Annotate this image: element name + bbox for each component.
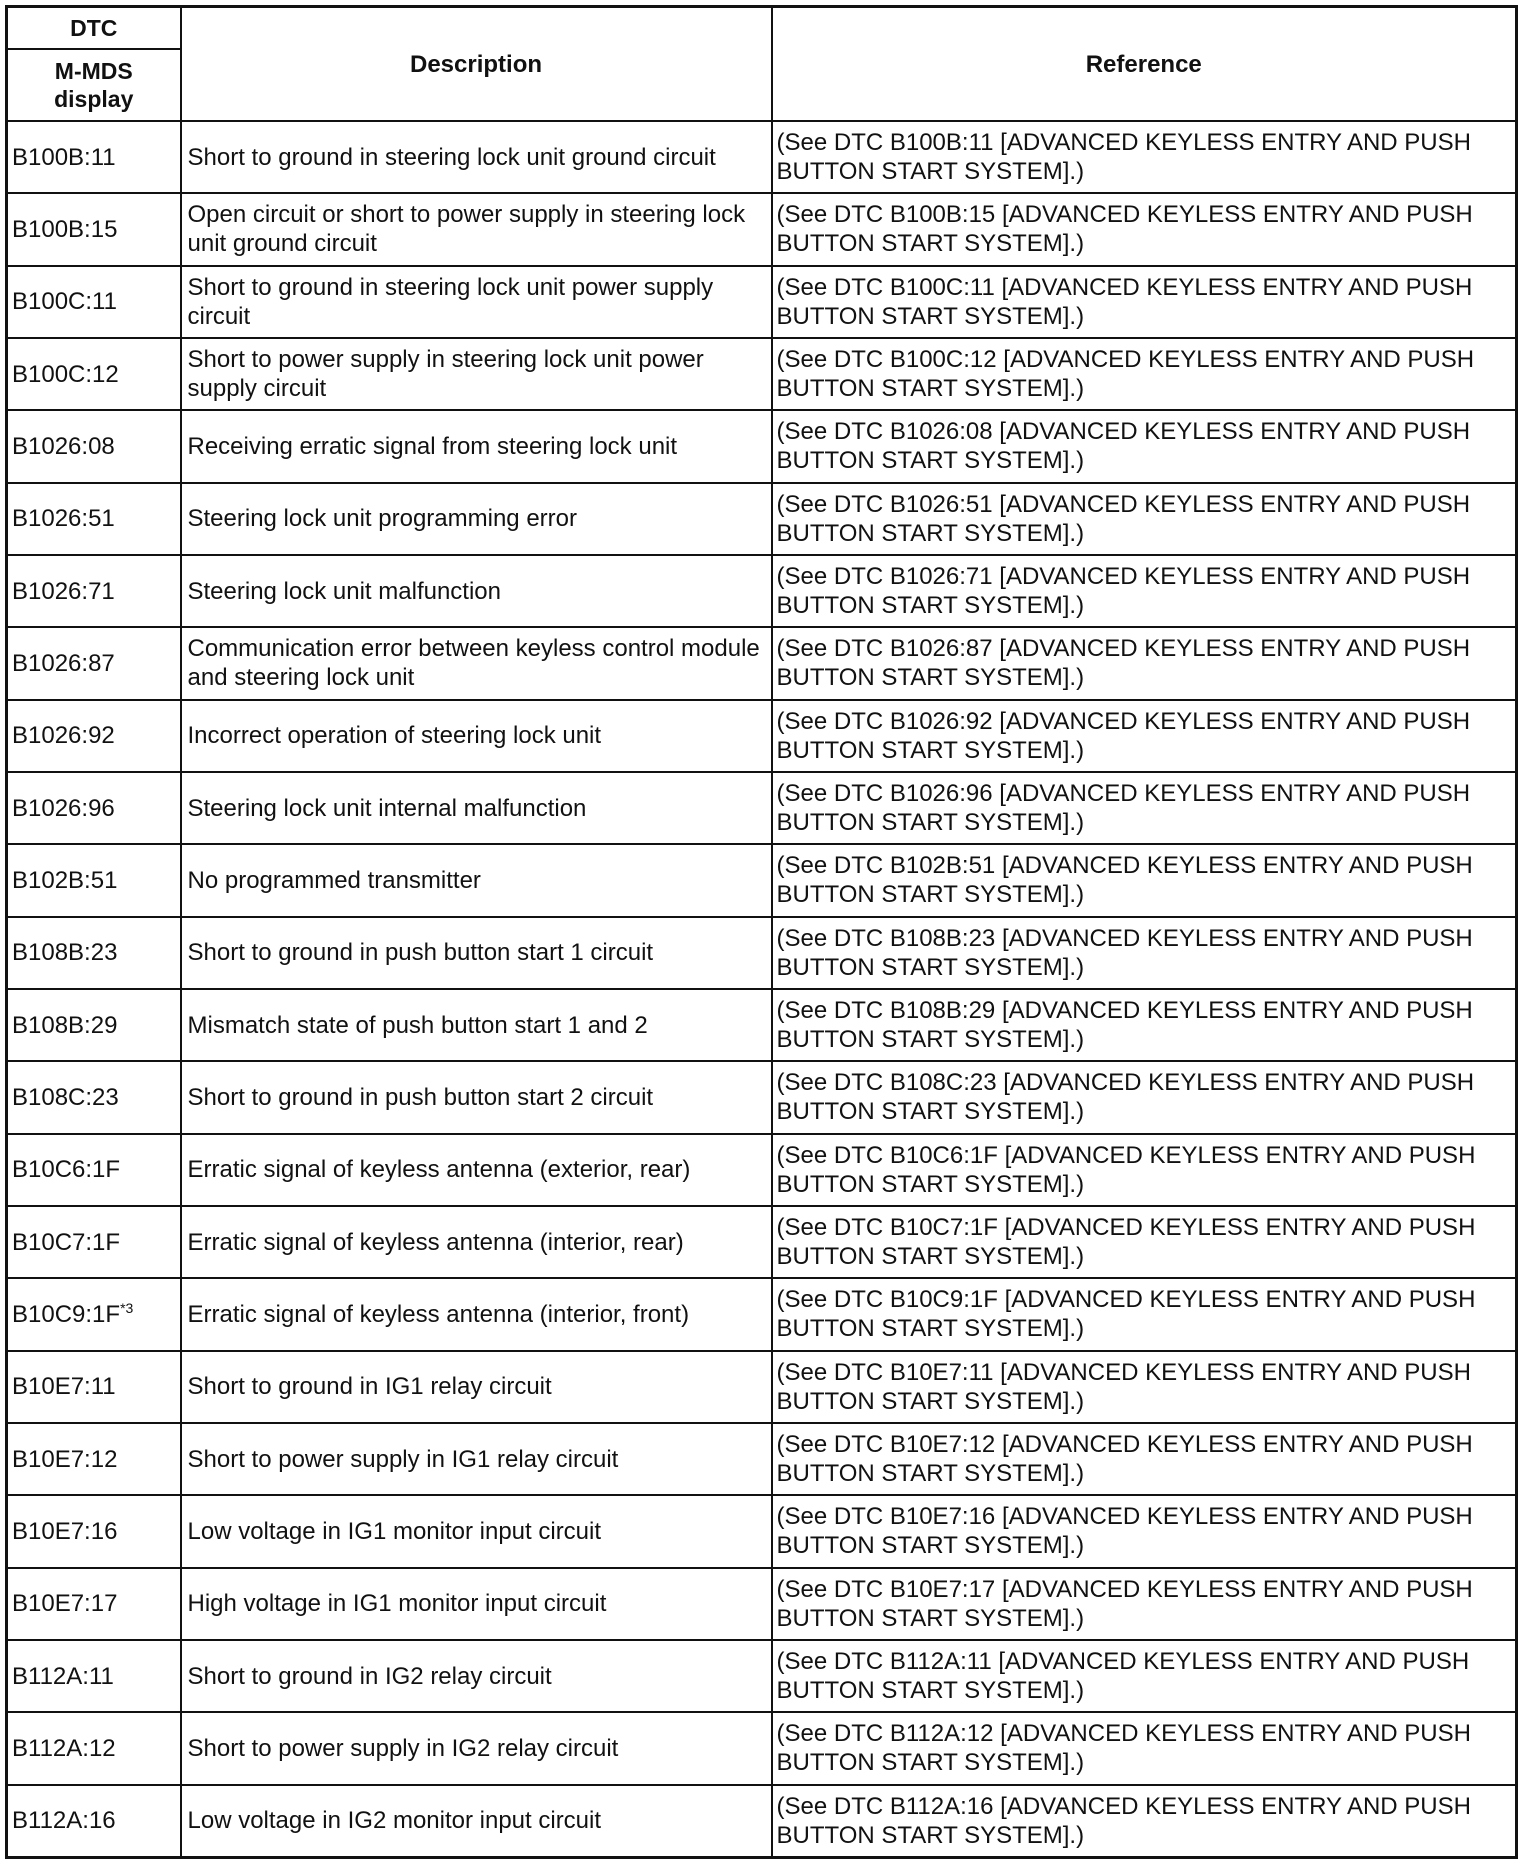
description-cell: Low voltage in IG1 monitor input circuit [181, 1495, 772, 1567]
description-cell: Low voltage in IG2 monitor input circuit [181, 1785, 772, 1858]
dtc-code: B112A:11 [12, 1662, 114, 1690]
table-row [7, 772, 1517, 844]
table-row [7, 1495, 1517, 1567]
table-row [7, 193, 1517, 265]
table-row [7, 1640, 1517, 1712]
dtc-code-cell [7, 1278, 181, 1350]
dtc-code-cell [7, 627, 181, 699]
table-row [7, 121, 1517, 193]
header-description: Description [181, 7, 772, 122]
table-row [7, 844, 1517, 916]
dtc-code: B108C:23 [12, 1083, 119, 1111]
dtc-code-cell [7, 1134, 181, 1206]
dtc-code-cell [7, 700, 181, 772]
reference-cell: (See DTC B100C:12 [ADVANCED KEYLESS ENTRY AND PUSH BUTTON START SYSTEM].) [772, 338, 1517, 410]
table-row [7, 483, 1517, 555]
dtc-code: B10E7:17 [12, 1590, 118, 1618]
reference-cell: (See DTC B10C9:1F [ADVANCED KEYLESS ENTRY AND PUSH BUTTON START SYSTEM].) [772, 1278, 1517, 1350]
dtc-code: B102B:51 [12, 866, 118, 894]
dtc-code: B10C7:1F [12, 1228, 121, 1256]
reference-cell: (See DTC B1026:92 [ADVANCED KEYLESS ENTRY AND PUSH BUTTON START SYSTEM].) [772, 700, 1517, 772]
reference-cell: (See DTC B10E7:16 [ADVANCED KEYLESS ENTRY AND PUSH BUTTON START SYSTEM].) [772, 1495, 1517, 1567]
reference-cell: (See DTC B1026:08 [ADVANCED KEYLESS ENTRY AND PUSH BUTTON START SYSTEM].) [772, 410, 1517, 482]
table-row [7, 1278, 1517, 1350]
dtc-code-cell [7, 772, 181, 844]
dtc-code-cell [7, 844, 181, 916]
reference-cell: (See DTC B112A:12 [ADVANCED KEYLESS ENTRY AND PUSH BUTTON START SYSTEM].) [772, 1712, 1517, 1784]
table-row [7, 989, 1517, 1061]
description-cell: Short to ground in IG1 relay circuit [181, 1351, 772, 1423]
dtc-code-cell [7, 1423, 181, 1495]
reference-cell: (See DTC B10E7:11 [ADVANCED KEYLESS ENTRY AND PUSH BUTTON START SYSTEM].) [772, 1351, 1517, 1423]
dtc-code-cell [7, 1785, 181, 1858]
description-cell: Erratic signal of keyless antenna (interior, rear) [181, 1206, 772, 1278]
table-row [7, 410, 1517, 482]
dtc-code-cell [7, 1061, 181, 1133]
dtc-code-cell [7, 1640, 181, 1712]
dtc-code-cell [7, 1351, 181, 1423]
description-cell: Mismatch state of push button start 1 and 2 [181, 989, 772, 1061]
description-cell: Erratic signal of keyless antenna (interior, front) [181, 1278, 772, 1350]
description-cell: Steering lock unit internal malfunction [181, 772, 772, 844]
reference-cell: (See DTC B1026:51 [ADVANCED KEYLESS ENTRY AND PUSH BUTTON START SYSTEM].) [772, 483, 1517, 555]
dtc-code: B10E7:16 [12, 1517, 118, 1545]
dtc-code: B108B:29 [12, 1011, 118, 1039]
dtc-code-cell [7, 338, 181, 410]
reference-cell: (See DTC B100B:15 [ADVANCED KEYLESS ENTRY AND PUSH BUTTON START SYSTEM].) [772, 193, 1517, 265]
header-reference: Reference [772, 7, 1517, 122]
reference-cell: (See DTC B100C:11 [ADVANCED KEYLESS ENTRY AND PUSH BUTTON START SYSTEM].) [772, 266, 1517, 338]
reference-cell: (See DTC B1026:87 [ADVANCED KEYLESS ENTRY AND PUSH BUTTON START SYSTEM].) [772, 627, 1517, 699]
table-row [7, 627, 1517, 699]
table-row [7, 700, 1517, 772]
dtc-table [5, 5, 1518, 1859]
dtc-code-cell [7, 193, 181, 265]
description-cell: Incorrect operation of steering lock unit [181, 700, 772, 772]
reference-cell: (See DTC B1026:71 [ADVANCED KEYLESS ENTRY AND PUSH BUTTON START SYSTEM].) [772, 555, 1517, 627]
table-header [7, 7, 1517, 122]
reference-cell: (See DTC B108B:23 [ADVANCED KEYLESS ENTRY AND PUSH BUTTON START SYSTEM].) [772, 917, 1517, 989]
description-cell: Short to ground in IG2 relay circuit [181, 1640, 772, 1712]
dtc-code: B100C:12 [12, 360, 119, 388]
table-row [7, 1423, 1517, 1495]
dtc-code: B10E7:12 [12, 1445, 118, 1473]
dtc-code: B1026:87 [12, 649, 115, 677]
reference-cell: (See DTC B10E7:12 [ADVANCED KEYLESS ENTRY AND PUSH BUTTON START SYSTEM].) [772, 1423, 1517, 1495]
dtc-code-cell [7, 1206, 181, 1278]
reference-cell: (See DTC B10C7:1F [ADVANCED KEYLESS ENTRY AND PUSH BUTTON START SYSTEM].) [772, 1206, 1517, 1278]
dtc-code: B1026:51 [12, 505, 115, 533]
dtc-code: B1026:96 [12, 794, 115, 822]
header-mmds-display: M-MDS display [7, 49, 181, 121]
description-cell: No programmed transmitter [181, 844, 772, 916]
reference-cell: (See DTC B100B:11 [ADVANCED KEYLESS ENTRY AND PUSH BUTTON START SYSTEM].) [772, 121, 1517, 193]
reference-cell: (See DTC B112A:11 [ADVANCED KEYLESS ENTRY AND PUSH BUTTON START SYSTEM].) [772, 1640, 1517, 1712]
table-row [7, 555, 1517, 627]
dtc-code: B112A:12 [12, 1734, 116, 1762]
header-dtc: DTC [7, 7, 181, 50]
reference-cell: (See DTC B10E7:17 [ADVANCED KEYLESS ENTRY AND PUSH BUTTON START SYSTEM].) [772, 1568, 1517, 1640]
dtc-code-cell [7, 410, 181, 482]
dtc-code: B100C:11 [12, 288, 117, 316]
table-row [7, 1351, 1517, 1423]
reference-cell: (See DTC B102B:51 [ADVANCED KEYLESS ENTRY AND PUSH BUTTON START SYSTEM].) [772, 844, 1517, 916]
table-row [7, 1206, 1517, 1278]
dtc-code-cell [7, 1495, 181, 1567]
description-cell: Erratic signal of keyless antenna (exterior, rear) [181, 1134, 772, 1206]
description-cell: Short to power supply in IG1 relay circuit [181, 1423, 772, 1495]
description-cell: Short to ground in steering lock unit ground circuit [181, 121, 772, 193]
dtc-code-cell [7, 483, 181, 555]
table-row [7, 338, 1517, 410]
dtc-code: B1026:08 [12, 432, 115, 460]
reference-cell: (See DTC B108B:29 [ADVANCED KEYLESS ENTRY AND PUSH BUTTON START SYSTEM].) [772, 989, 1517, 1061]
description-cell: Short to ground in steering lock unit power supply circuit [181, 266, 772, 338]
dtc-code: B100B:15 [12, 215, 118, 243]
dtc-code-cell [7, 555, 181, 627]
footnote-marker: *3 [120, 1299, 134, 1316]
description-cell: Steering lock unit malfunction [181, 555, 772, 627]
dtc-code-cell [7, 121, 181, 193]
description-cell: Short to power supply in steering lock unit power supply circuit [181, 338, 772, 410]
dtc-code-cell [7, 989, 181, 1061]
description-cell: Steering lock unit programming error [181, 483, 772, 555]
table-row [7, 1568, 1517, 1640]
dtc-code: B10E7:11 [12, 1373, 116, 1401]
table-row [7, 917, 1517, 989]
reference-cell: (See DTC B112A:16 [ADVANCED KEYLESS ENTRY AND PUSH BUTTON START SYSTEM].) [772, 1785, 1517, 1858]
table-row [7, 1134, 1517, 1206]
table-row [7, 1785, 1517, 1858]
reference-cell: (See DTC B10C6:1F [ADVANCED KEYLESS ENTRY AND PUSH BUTTON START SYSTEM].) [772, 1134, 1517, 1206]
description-cell: High voltage in IG1 monitor input circuit [181, 1568, 772, 1640]
dtc-code: B1026:92 [12, 722, 115, 750]
description-cell: Communication error between keyless control module and steering lock unit [181, 627, 772, 699]
dtc-code: B10C6:1F [12, 1156, 121, 1184]
description-cell: Short to ground in push button start 2 circuit [181, 1061, 772, 1133]
dtc-code-cell [7, 266, 181, 338]
dtc-code-cell [7, 1712, 181, 1784]
dtc-code: B112A:16 [12, 1807, 116, 1835]
description-cell: Short to power supply in IG2 relay circuit [181, 1712, 772, 1784]
table-row [7, 266, 1517, 338]
reference-cell: (See DTC B1026:96 [ADVANCED KEYLESS ENTRY AND PUSH BUTTON START SYSTEM].) [772, 772, 1517, 844]
header-row [7, 7, 1517, 50]
description-cell: Open circuit or short to power supply in steering lock unit ground circuit [181, 193, 772, 265]
description-cell: Short to ground in push button start 1 circuit [181, 917, 772, 989]
dtc-code-cell [7, 917, 181, 989]
dtc-code: B10C9:1F [12, 1300, 121, 1328]
table-row [7, 1712, 1517, 1784]
dtc-code-cell [7, 1568, 181, 1640]
reference-cell: (See DTC B108C:23 [ADVANCED KEYLESS ENTRY AND PUSH BUTTON START SYSTEM].) [772, 1061, 1517, 1133]
dtc-code: B1026:71 [12, 577, 115, 605]
table-row [7, 1061, 1517, 1133]
dtc-code: B100B:11 [12, 143, 116, 171]
dtc-code: B108B:23 [12, 939, 118, 967]
description-cell: Receiving erratic signal from steering lock unit [181, 410, 772, 482]
table-body [7, 121, 1517, 1858]
